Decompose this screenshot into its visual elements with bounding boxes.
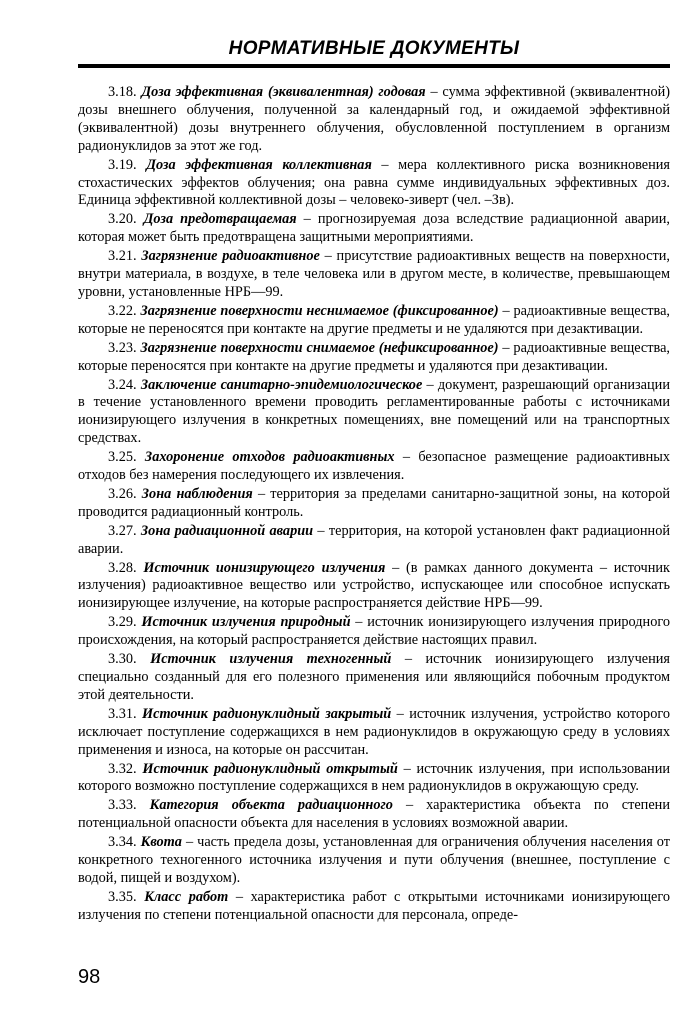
definition: – территория, на которой установлен факт радиационной аварии. bbox=[78, 522, 670, 557]
term: Зона радиационной аварии bbox=[140, 522, 314, 539]
definition: – часть предела дозы, установленная для ограничения облучения населения от конкретного техногенного источника излучения и пути облучения (внешнее, поступление с водой, пищей и воздухом). bbox=[78, 834, 671, 886]
definition: – характеристика работ с открытыми источниками ионизирующего излучения по степени потенциальной опасности для персонала, опреде- bbox=[78, 888, 670, 923]
paragraph-3-21 bbox=[78, 248, 670, 302]
paragraph-number: 3.18. bbox=[108, 84, 137, 100]
paragraph-number: 3.35. bbox=[108, 888, 137, 905]
paragraph-3-20 bbox=[78, 211, 670, 247]
page-number: 98 bbox=[78, 966, 101, 988]
paragraph-3-18 bbox=[78, 84, 670, 156]
term: Квота bbox=[140, 834, 182, 851]
term: Загрязнение поверхности неснимаемое (фиксированное) bbox=[140, 302, 499, 319]
paragraph-3-27 bbox=[78, 523, 670, 559]
definition: – территория за пределами санитарно-защитной зоны, на которой проводится радиационный контроль. bbox=[78, 485, 670, 520]
paragraph-3-29 bbox=[78, 614, 670, 650]
header-rule bbox=[78, 64, 670, 68]
definition: – характеристика объекта по степени потенциальной опасности объекта для населения в условиях возможной аварии. bbox=[78, 797, 670, 832]
definition: – радиоактивные вещества, которые не переносятся при контакте на другие предметы и не удаляются при дезактивации. bbox=[78, 302, 670, 337]
paragraph-number: 3.30. bbox=[108, 651, 137, 668]
paragraph-3-28 bbox=[78, 560, 670, 614]
term: Класс работ bbox=[144, 888, 229, 905]
term: Источник излучения природный bbox=[141, 614, 351, 631]
paragraph-number: 3.20. bbox=[108, 211, 137, 228]
paragraph-number: 3.26. bbox=[108, 485, 137, 502]
paragraph-3-32 bbox=[78, 761, 670, 797]
paragraph-number: 3.19. bbox=[108, 156, 137, 173]
paragraph-number: 3.27. bbox=[108, 522, 137, 539]
term: Зона наблюдения bbox=[141, 485, 253, 502]
paragraph-number: 3.25. bbox=[108, 449, 137, 466]
paragraph-3-35 bbox=[78, 889, 670, 925]
definition: – источник излучения, при использовании которого возможно поступление содержащихся в нем радионуклидов в окружающую среду. bbox=[78, 760, 670, 795]
paragraph-number: 3.29. bbox=[108, 614, 137, 631]
paragraph-3-23 bbox=[78, 340, 670, 376]
definition: – источник излучения, устройство которого исключает поступление содержащихся в нем радионуклидов в окружающую среду в условиях применения и износа, на которые он рассчитан. bbox=[78, 705, 670, 758]
definition: – документ, разрешающий организации в течение установленного времени проводить регламентированные работы с источниками ионизирующего излучения в конкретных помещениях, вне помещений или на транспортных средствах. bbox=[78, 376, 670, 447]
paragraph-number: 3.21. bbox=[108, 248, 137, 265]
definition: – мера коллективного риска возникновения стохастических эффектов облучения; она равна сумме индивидуальных эффективных доз. Единица эффективной коллективной дозы – человеко-зиверт (чел. –Зв). bbox=[78, 156, 671, 209]
paragraph-number: 3.24. bbox=[108, 376, 137, 393]
definition: – безопасное размещение радиоактивных отходов без намерения последующего их извлечения. bbox=[78, 449, 670, 484]
definition: – прогнозируемая доза вследствие радиационной аварии, которая может быть предотвращена защитными мероприятиями. bbox=[78, 211, 670, 246]
term: Доза предотвращаемая bbox=[143, 211, 297, 228]
body-text bbox=[78, 84, 670, 926]
definition: – сумма эффективной (эквивалентной) дозы внешнего облучения, полученной за календарный год, и ожидаемой эффективной (эквивалентной) дозы внутреннего облучения, обусловленной поступлением в организм радионуклидов за этот же год. bbox=[78, 84, 671, 154]
term: Источник радионуклидный открытый bbox=[142, 760, 398, 777]
term: Категория объекта радиационного bbox=[149, 797, 393, 814]
term: Доза эффективная коллективная bbox=[146, 156, 372, 173]
term: Источник излучения техногенный bbox=[150, 651, 392, 668]
paragraph-3-22 bbox=[78, 303, 670, 339]
paragraph-3-33 bbox=[78, 797, 670, 833]
term: Доза эффективная (эквивалентная) годовая bbox=[141, 84, 426, 100]
term: Источник ионизирующего излучения bbox=[143, 559, 386, 576]
running-header: НОРМАТИВНЫЕ ДОКУМЕНТЫ bbox=[228, 38, 520, 59]
definition: – (в рамках данного документа – источник излучения) радиоактивное вещество или устройство, испускающее или способное испускать ионизирующее излучение, на которые распространяется действие НРБ—99. bbox=[78, 559, 671, 612]
paragraph-number: 3.32. bbox=[108, 760, 137, 777]
paragraph-3-31 bbox=[78, 706, 670, 760]
paragraph-number: 3.33. bbox=[108, 797, 137, 814]
paragraph-3-19 bbox=[78, 157, 670, 211]
paragraph-3-24 bbox=[78, 377, 670, 449]
term: Источник радионуклидный закрытый bbox=[142, 705, 392, 722]
paragraph-3-26 bbox=[78, 486, 670, 522]
paragraph-number: 3.31. bbox=[108, 705, 137, 722]
paragraph-3-34 bbox=[78, 834, 670, 888]
paragraph-number: 3.28. bbox=[108, 559, 137, 576]
paragraph-3-25 bbox=[78, 449, 670, 485]
paragraph-number: 3.34. bbox=[108, 834, 137, 851]
term: Загрязнение поверхности снимаемое (нефиксированное) bbox=[140, 339, 499, 356]
paragraph-3-30 bbox=[78, 651, 670, 705]
paragraph-number: 3.23. bbox=[108, 339, 137, 356]
term: Заключение санитарно-эпидемиологическое bbox=[140, 376, 423, 393]
paragraph-number: 3.22. bbox=[108, 302, 137, 319]
term: Захоронение отходов радиоактивных bbox=[144, 449, 395, 466]
term: Загрязнение радиоактивное bbox=[141, 248, 320, 265]
definition: – радиоактивные вещества, которые переносятся при контакте на другие предметы и удаляются при дезактивации. bbox=[78, 339, 671, 374]
definition: – источник ионизирующего излучения специально созданный для его полезного применения или являющийся побочным продуктом этой деятельности. bbox=[78, 651, 670, 703]
definition: – источник ионизирующего излучения природного происхождения, на который распространяется действие настоящих правил. bbox=[78, 614, 671, 649]
definition: – присутствие радиоактивных веществ на поверхности, внутри материала, в воздухе, в теле человека или в другом месте, в количестве, превышающем уровни, установленные НРБ—99. bbox=[78, 248, 671, 300]
